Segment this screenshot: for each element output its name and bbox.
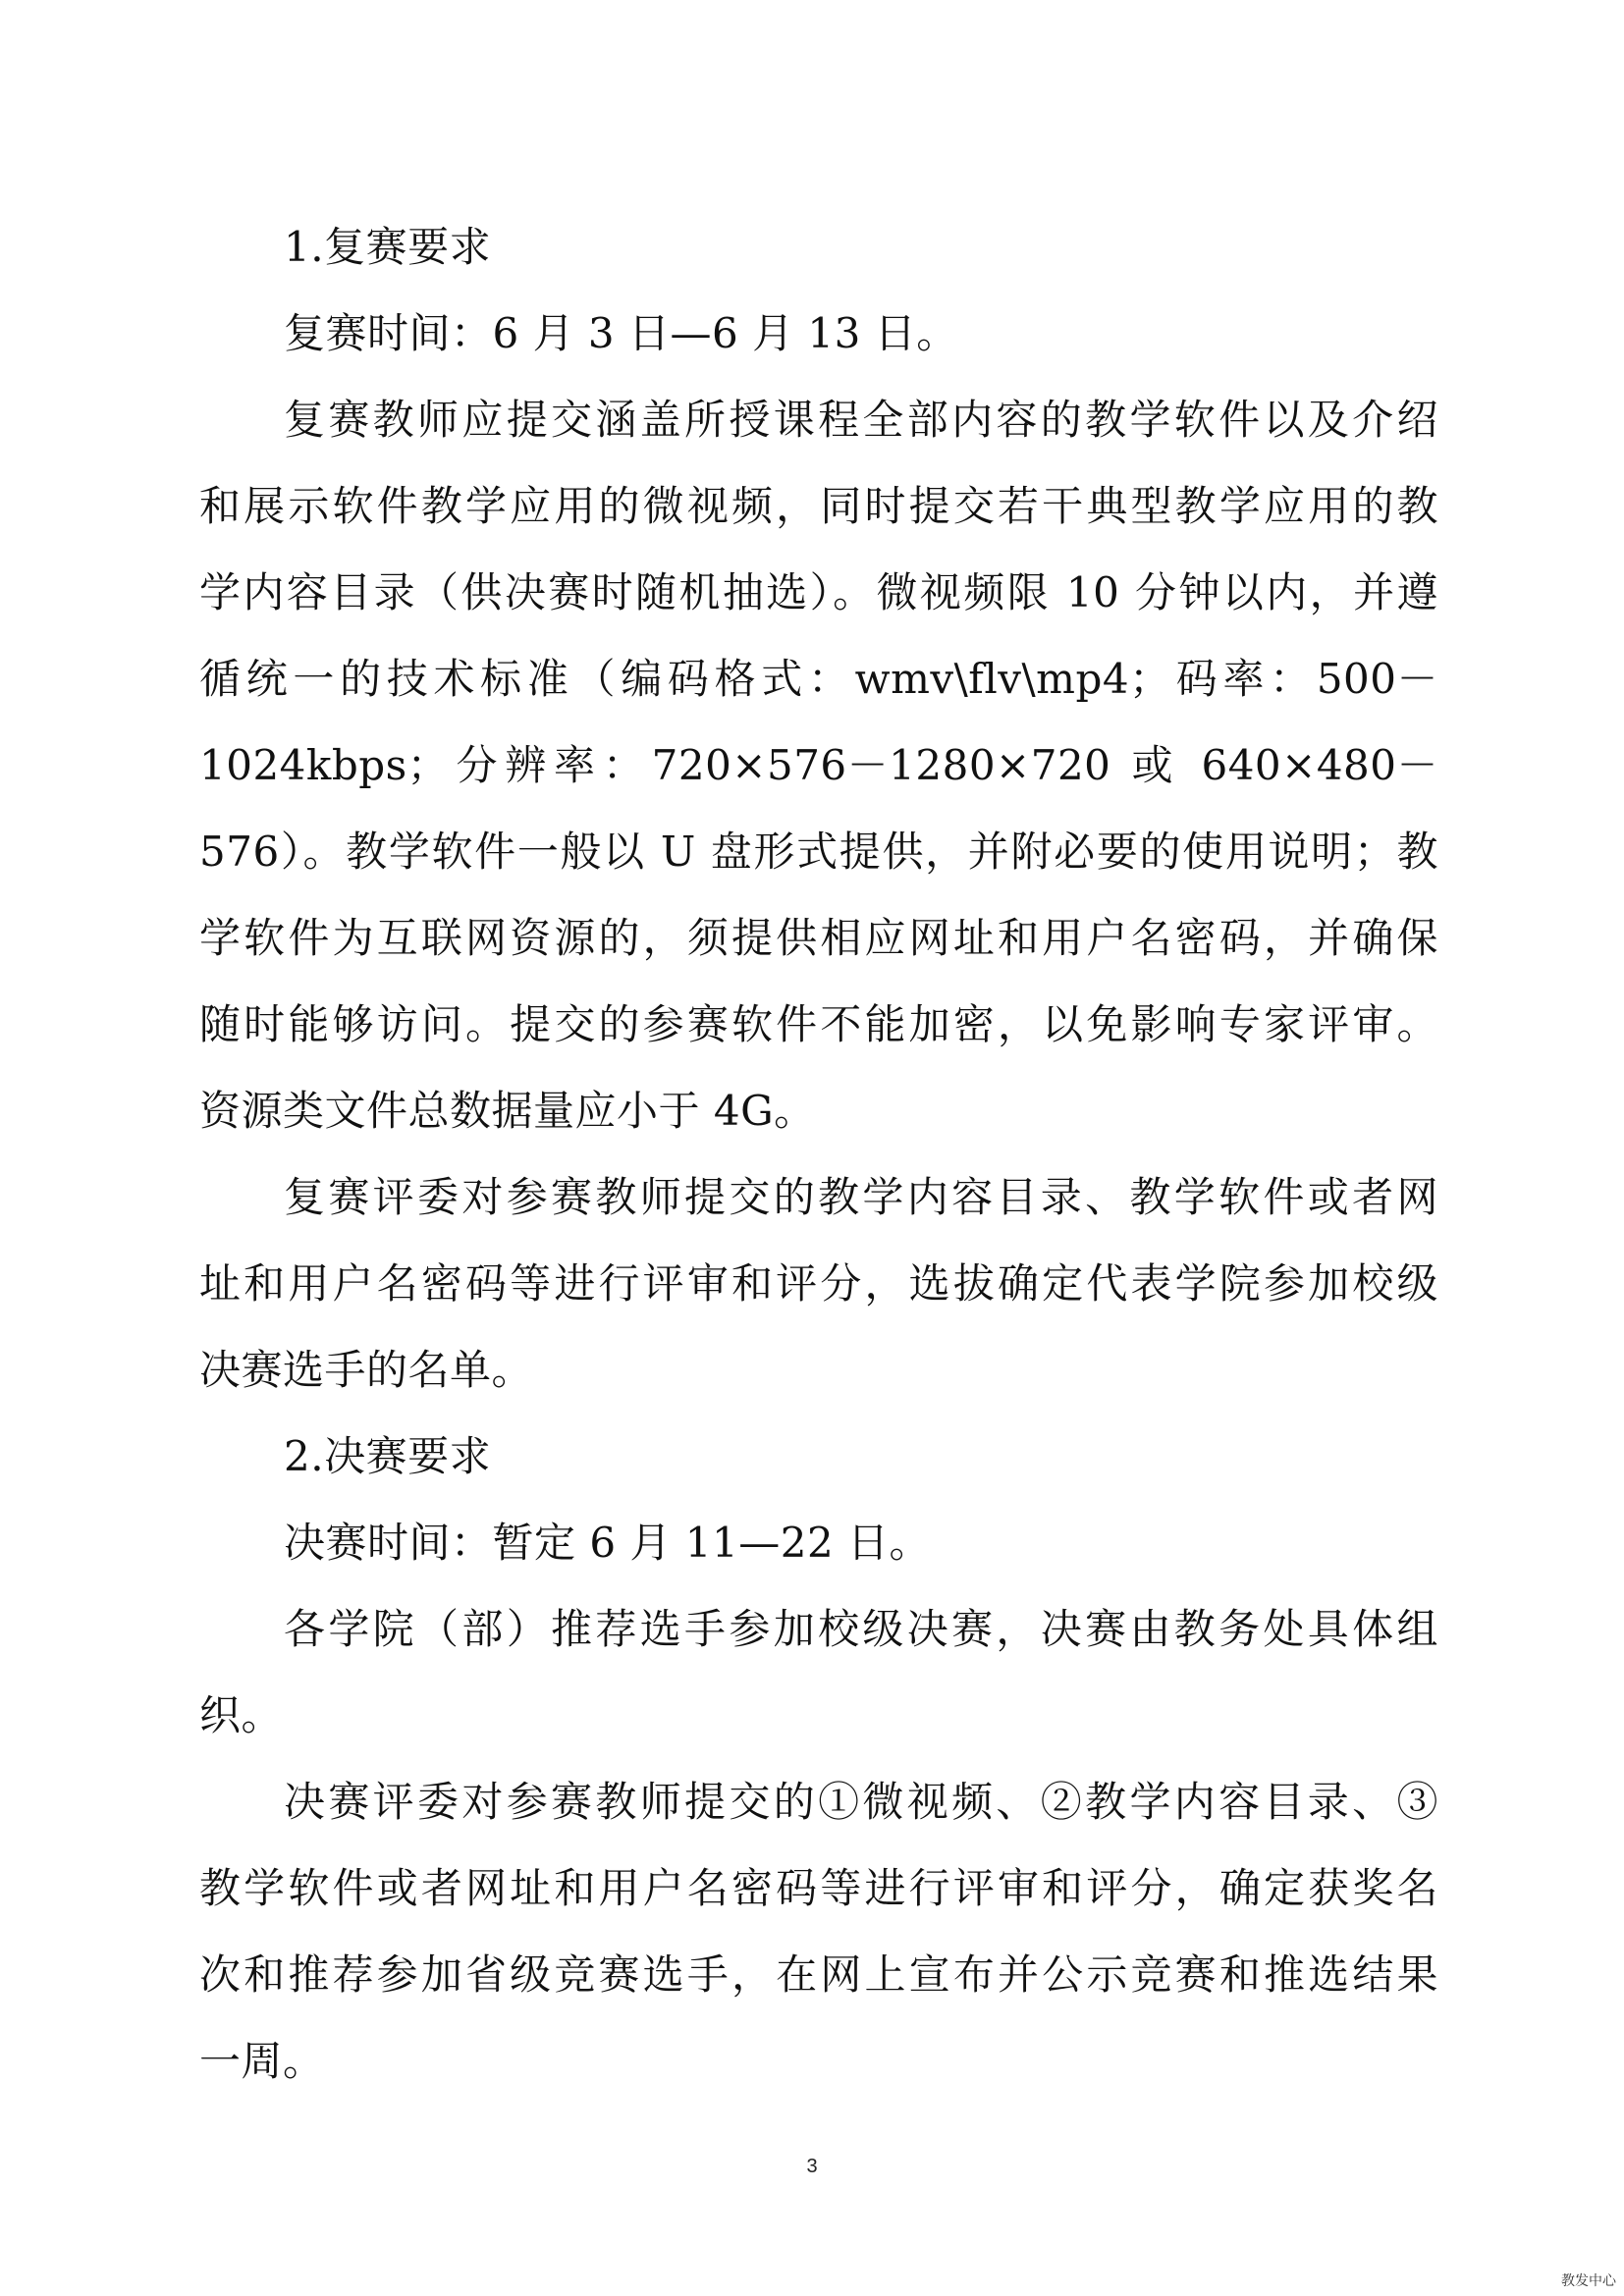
paragraph-line: 复赛教师应提交涵盖所授课程全部内容的教学软件以及介绍 [284,396,1438,444]
page-number: 3 [806,2156,818,2177]
paragraph-line: 教学软件或者网址和用户名密码等进行评审和评分，确定获奖名 [199,1864,1438,1912]
paragraph-line: 随时能够访问。提交的参赛软件不能加密，以免影响专家评审。 [199,1000,1438,1048]
paragraph-line: 址和用户名密码等进行评审和评分，选拔确定代表学院参加校级 [199,1259,1438,1308]
watermark-text: 教发中心 [1561,2273,1616,2289]
paragraph-line: 一周。 [199,2037,325,2085]
paragraph-line: 学内容目录（供决赛时随机抽选）。微视频限 10 分钟以内，并遵 [199,568,1438,616]
paragraph-line: 和展示软件教学应用的微视频，同时提交若干典型教学应用的教 [199,482,1438,530]
paragraph-line: 576）。教学软件一般以 U 盘形式提供，并附必要的使用说明；教 [199,828,1438,876]
final-time: 决赛时间：暂定 6 月 11—22 日。 [284,1519,932,1567]
paragraph-line: 学软件为互联网资源的，须提供相应网址和用户名密码，并确保 [199,914,1438,962]
paragraph-line: 次和推荐参加省级竞赛选手，在网上宣布并公示竞赛和推选结果 [199,1950,1438,1999]
paragraph-line: 1024kbps；分辨率：720×576－1280×720 或 640×480－ [199,741,1438,789]
paragraph-line: 各学院（部）推荐选手参加校级决赛，决赛由教务处具体组 [284,1605,1438,1653]
paragraph-line: 决赛评委对参赛教师提交的①微视频、②教学内容目录、③ [284,1778,1438,1826]
section-heading-semifinal: 1.复赛要求 [284,223,492,271]
paragraph-line: 织。 [199,1691,284,1739]
paragraph-line: 资源类文件总数据量应小于 4G。 [199,1087,816,1135]
paragraph-line: 复赛评委对参赛教师提交的教学内容目录、教学软件或者网 [284,1173,1438,1221]
paragraph-line: 决赛选手的名单。 [199,1346,534,1394]
section-heading-final: 2.决赛要求 [284,1432,492,1480]
document-body [199,204,1438,2105]
semifinal-time: 复赛时间：6 月 3 日—6 月 13 日。 [284,309,958,357]
paragraph-line: 循统一的技术标准（编码格式：wmv\flv\mp4；码率：500－ [199,655,1438,703]
